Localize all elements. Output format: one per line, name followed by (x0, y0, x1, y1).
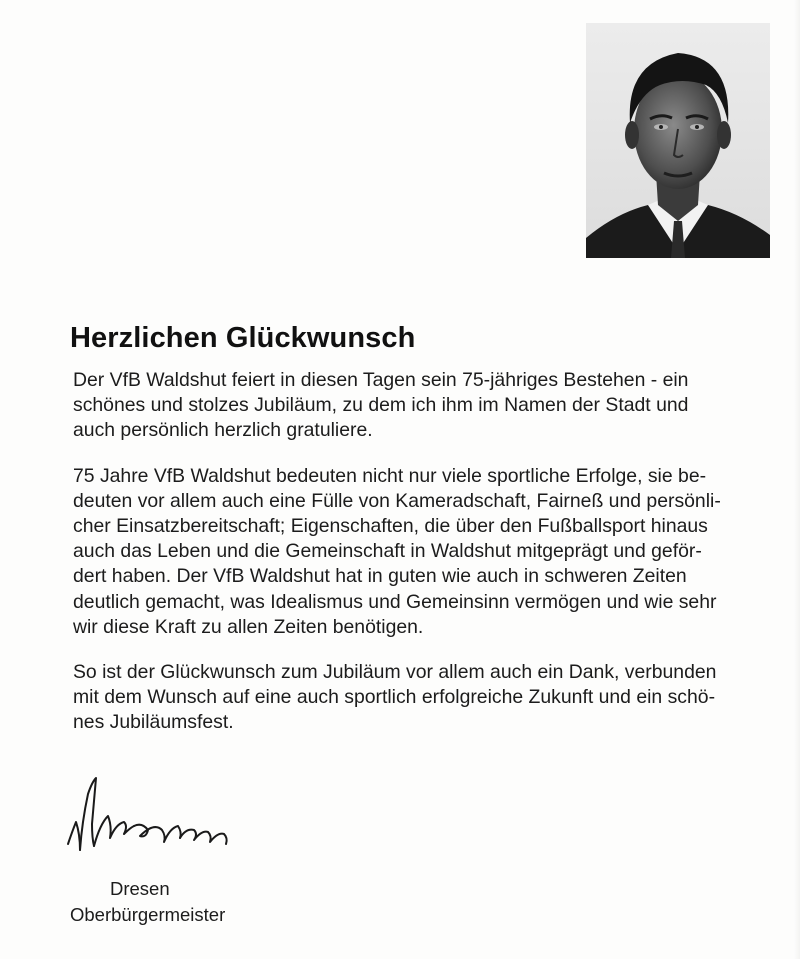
paragraph: So ist der Glückwunsch zum Jubiläum vor allem auch ein Dank, verbunden mit dem Wunsch auf eine auch sportlich erfolgreiche Zukunft und ein schö- nes Jubiläumsfest. (73, 661, 717, 734)
paragraph: Der VfB Waldshut feiert in diesen Tagen sein 75-jähriges Bestehen - ein schönes und stolzes Jubiläum, zu dem ich ihm im Namen der Stadt und auch persönlich herzlich gratuliere. (73, 369, 689, 442)
portrait-photo (586, 23, 770, 258)
letter-body (73, 368, 785, 756)
paragraph: 75 Jahre VfB Waldshut bedeuten nicht nur viele sportliche Erfolge, sie be- deuten vor allem auch eine Fülle von Kameradschaft, Fairneß und persönli- cher Einsatzbereitschaft; Eigenschaften, die über den Fußballsport hinaus auch das Leben und die Gemeinschaft in Waldshut mitgeprägt und geför- dert haben. Der VfB Waldshut hat in guten wie auch in schweren Zeiten deutlich gemacht, was Idealismus und Gemeinsinn vermögen und wie sehr wir diese Kraft zu allen Zeiten benötigen. (73, 464, 721, 638)
scan-edge (794, 0, 800, 959)
signer-title: Oberbürgermeister (70, 904, 226, 925)
page-title: Herzlichen Glückwunsch (70, 322, 416, 355)
signature-block (70, 876, 225, 928)
handwritten-signature (58, 772, 248, 864)
signer-name: Dresen (110, 878, 170, 899)
